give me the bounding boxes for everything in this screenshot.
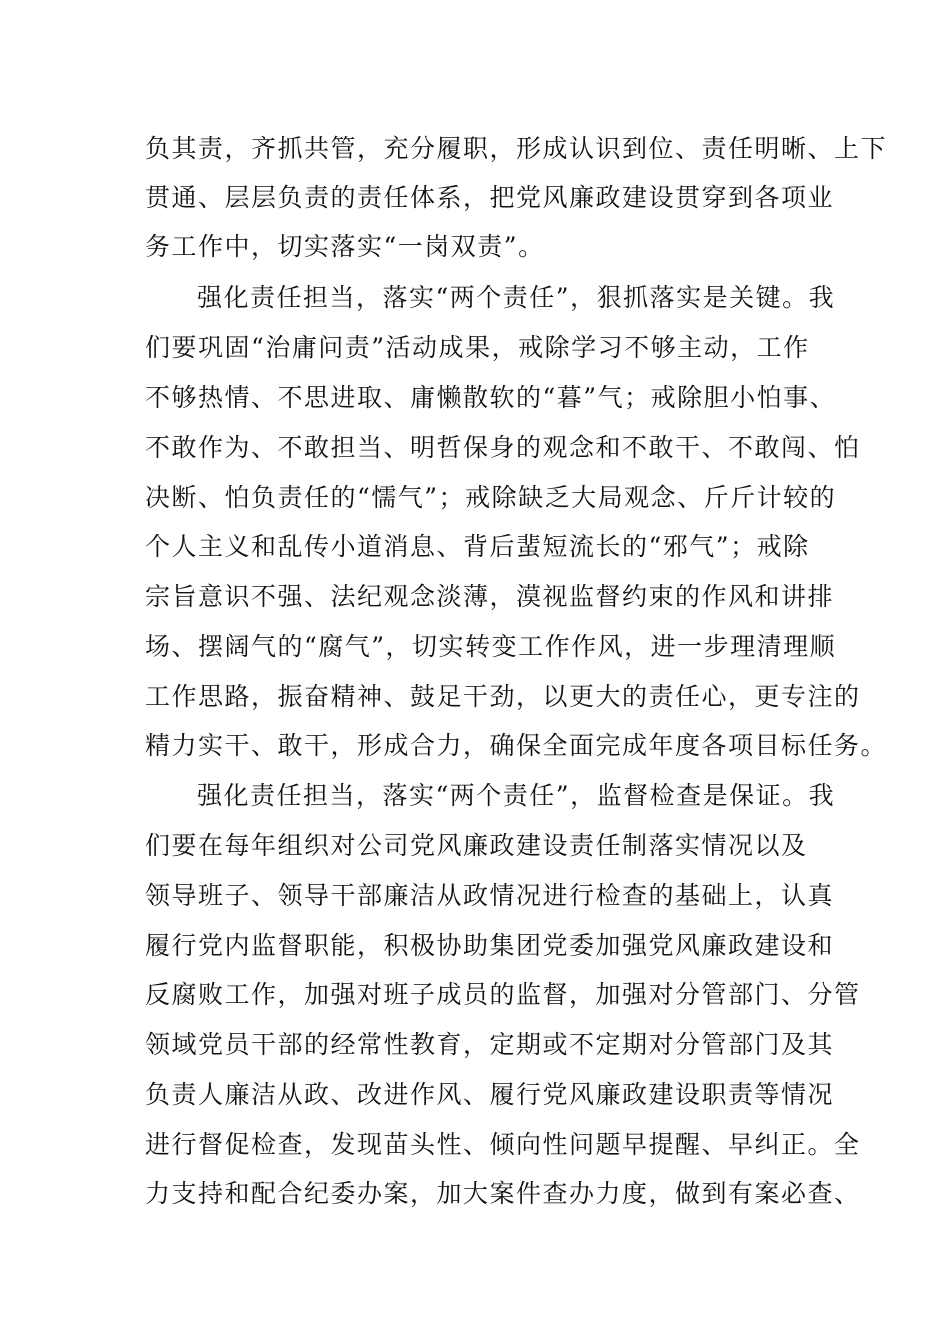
- text-line: 务工作中，切实落实“一岗双责”。: [145, 232, 545, 261]
- text-line: 贯通、层层负责的责任体系，把党风廉政建设贯穿到各项业: [145, 183, 835, 212]
- text-line: 领导班子、领导干部廉洁从政情况进行检查的基础上，认真: [145, 881, 835, 910]
- text-line: 力支持和配合纪委办案，加大案件查办力度，做到有案必查、: [145, 1179, 861, 1208]
- text-line: 场、摆阔气的“腐气”，切实转变工作作风，进一步理清理顺: [145, 632, 837, 661]
- paragraph-start-line: 强化责任担当，落实“两个责任”，狠抓落实是关键。我: [197, 283, 836, 312]
- text-line: 决断、怕负责任的“懦气”；戒除缺乏大局观念、斤斤计较的: [145, 483, 837, 512]
- text-line: 不敢作为、不敢担当、明哲保身的观念和不敢干、不敢闯、怕: [145, 433, 861, 462]
- text-line: 负其责，齐抓共管，充分履职，形成认识到位、责任明晰、上下: [145, 134, 888, 163]
- text-line: 履行党内监督职能，积极协助集团党委加强党风廉政建设和: [145, 931, 835, 960]
- text-line: 个人主义和乱传小道消息、背后蜚短流长的“邪气”；戒除: [145, 532, 810, 561]
- text-line: 不够热情、不思进取、庸懒散软的“暮”气；戒除胆小怕事、: [145, 383, 837, 412]
- text-line: 工作思路，振奋精神、鼓足干劲，以更大的责任心，更专注的: [145, 682, 861, 711]
- text-line: 宗旨意识不强、法纪观念淡薄，漠视监督约束的作风和讲排: [145, 582, 835, 611]
- text-line: 领域党员干部的经常性教育，定期或不定期对分管部门及其: [145, 1030, 835, 1059]
- paragraph-start-line: 强化责任担当，落实“两个责任”，监督检查是保证。我: [197, 781, 836, 810]
- text-line: 精力实干、敢干，形成合力，确保全面完成年度各项目标任务。: [145, 731, 888, 760]
- text-line: 负责人廉洁从政、改进作风、履行党风廉政建设职责等情况: [145, 1080, 835, 1109]
- text-line: 们要在每年组织对公司党风廉政建设责任制落实情况以及: [145, 831, 808, 860]
- text-line: 进行督促检查，发现苗头性、倾向性问题早提醒、早纠正。全: [145, 1130, 861, 1159]
- text-line: 们要巩固“治庸问责”活动成果，戒除学习不够主动，工作: [145, 333, 810, 362]
- text-line: 反腐败工作，加强对班子成员的监督，加强对分管部门、分管: [145, 980, 861, 1009]
